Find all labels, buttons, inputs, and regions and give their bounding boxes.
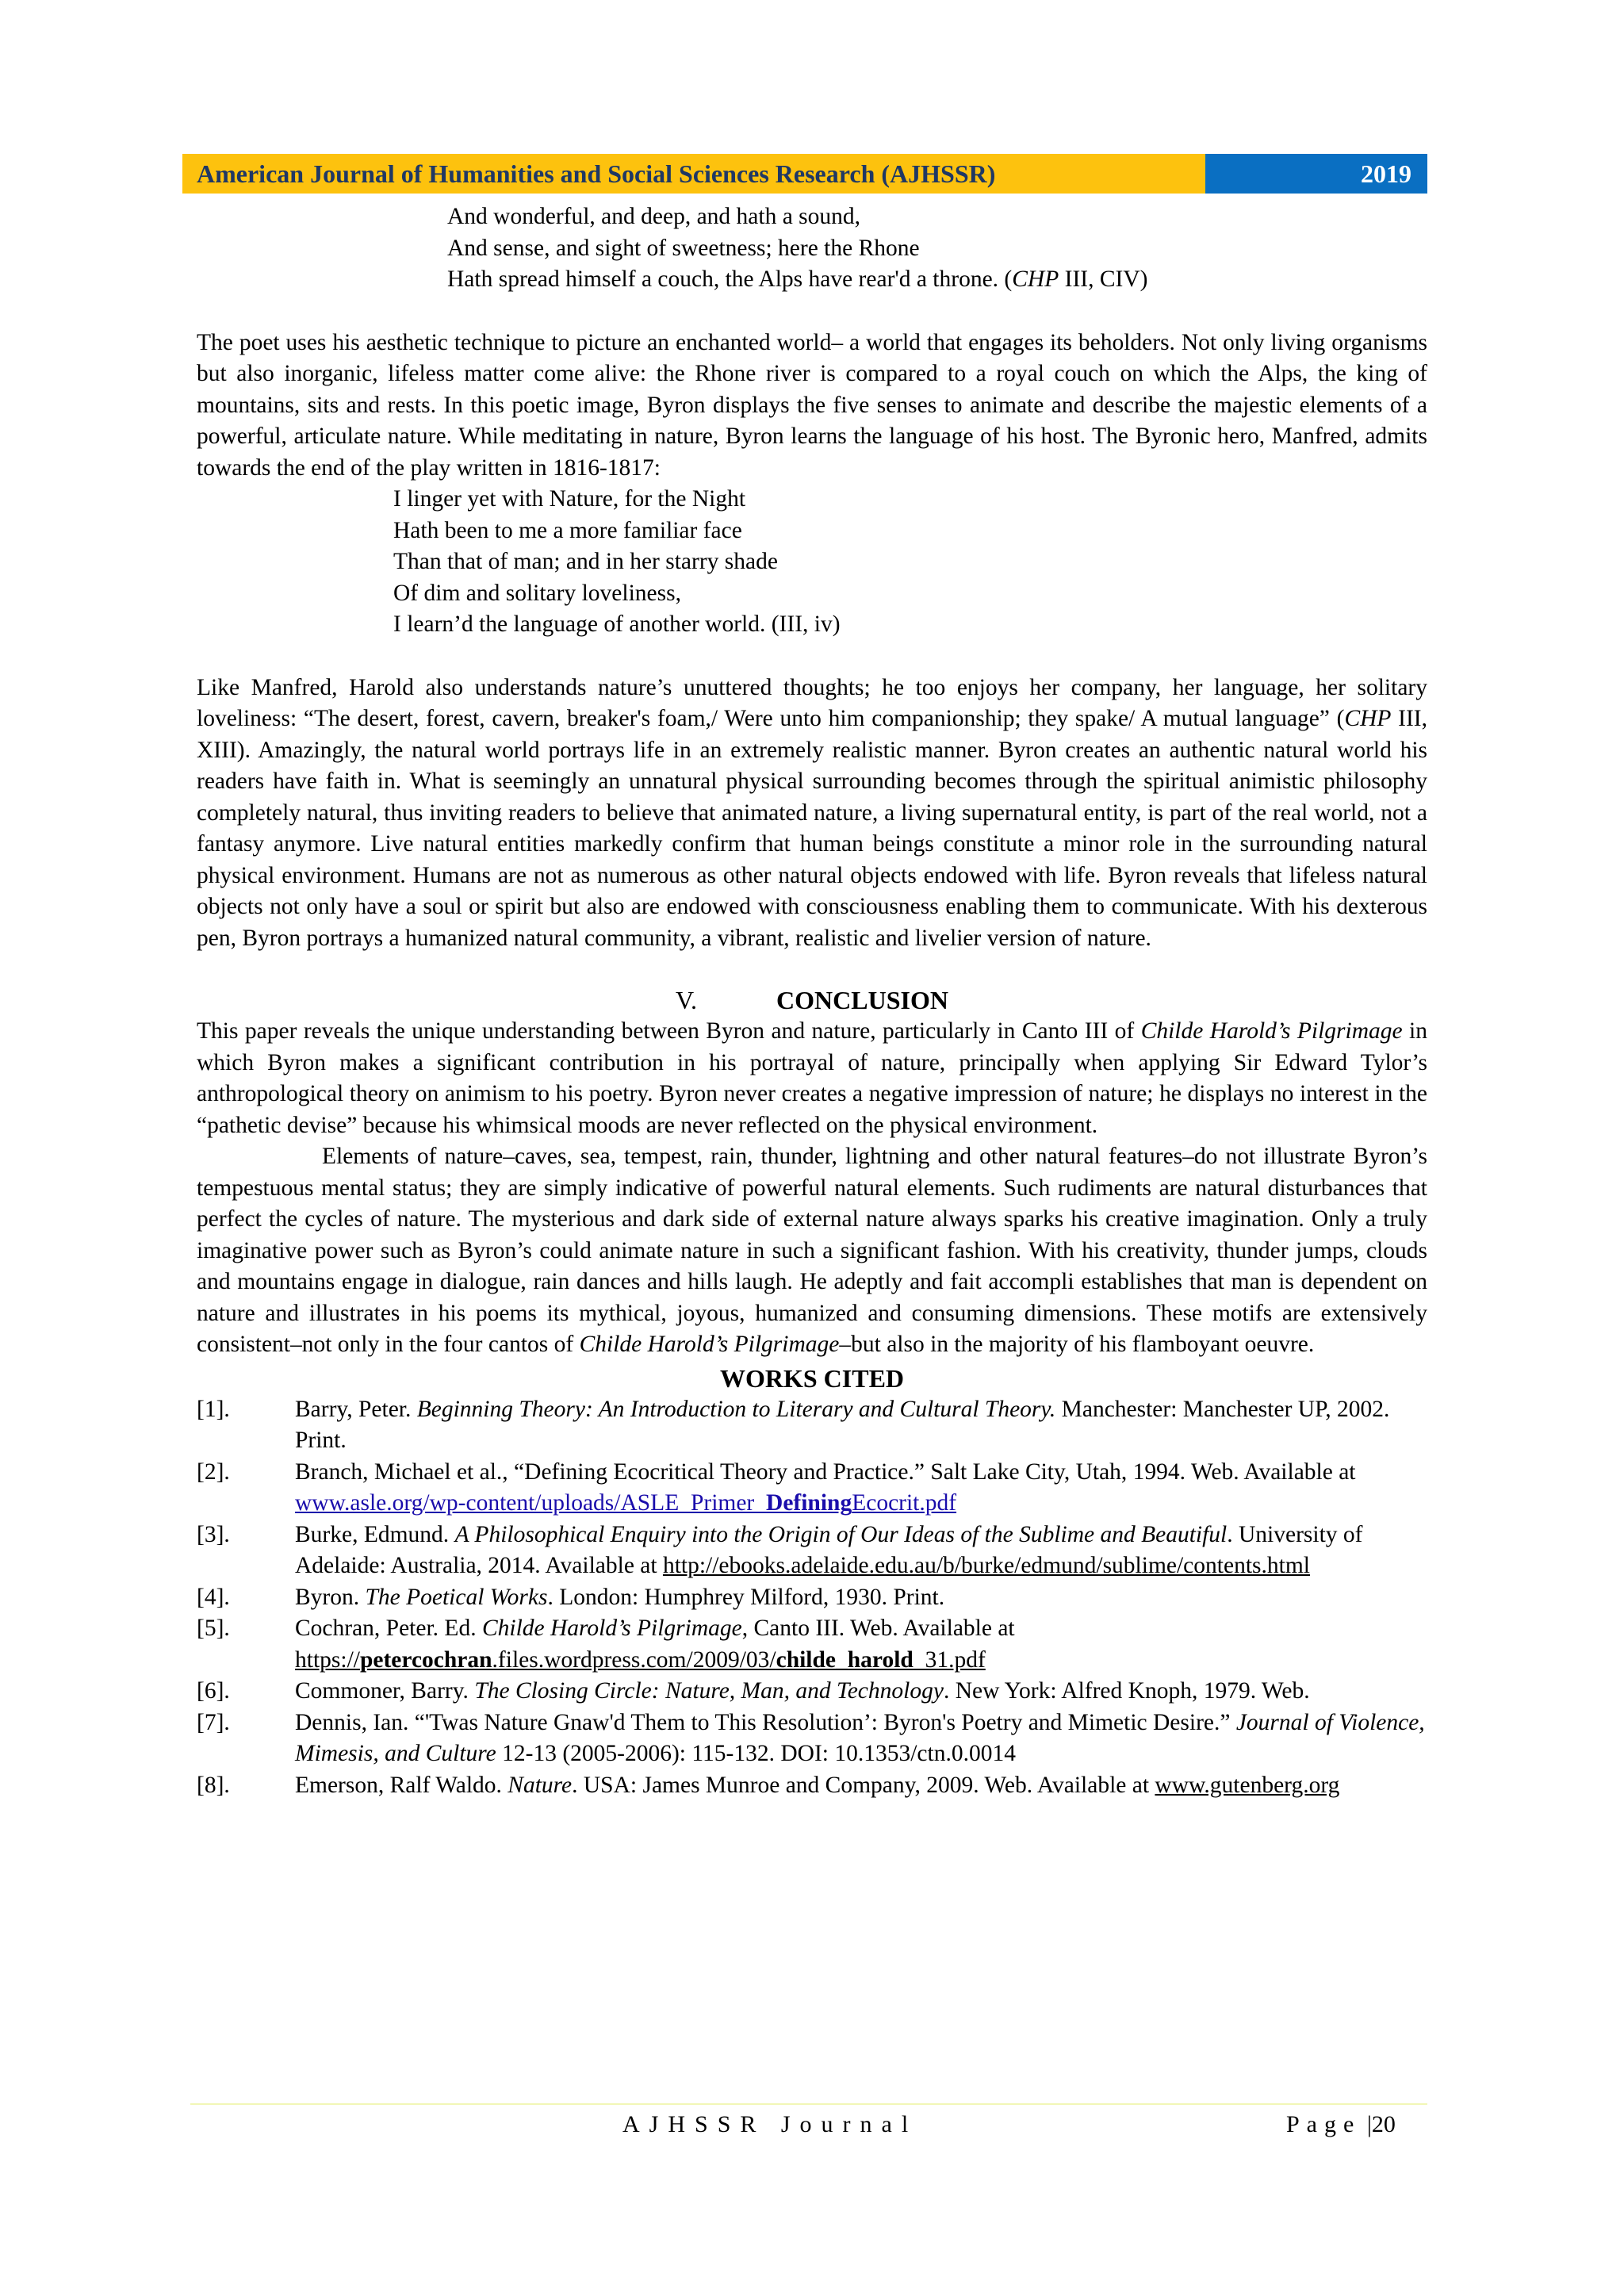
journal-header: [182, 154, 1427, 194]
verse-line: I linger yet with Nature, for the Night: [393, 486, 746, 512]
reference-number: [8].: [197, 1772, 230, 1798]
reference-number: [3].: [197, 1521, 230, 1547]
body-paragraph: Like Manfred, Harold also understands nature’s unuttered thoughts; he too enjoys her company, her language, her solitary loveliness: “The desert, forest, cavern, breaker's foam,/ Were unto him companionship; they spake/ A mutual language” (CHP III, XIII). Amazingly, the natural world portrays life in an extremely realistic manner. Byron creates an authentic natural world his readers have faith in. What is seemingly an unnatural physical surrounding becomes through the spiritual animistic philosophy completely natural, thus inviting readers to believe that animated nature, a living supernatural entity, is part of the real world, not a fantasy anymore. Live natural entities markedly confirm that human beings constitute a minor role in the surrounding natural physical environment. Humans are not as numerous as other natural objects endowed with life. Byron reveals that lifeless natural objects not only have a soul or spirit but also are endowed with consciousness enabling them to communicate. With his dexterous pen, Byron portrays a humanized natural community, a vibrant, realistic and livelier version of nature.: [197, 674, 1427, 951]
reference-item: [1]. Barry, Peter. Beginning Theory: An Introduction to Literary and Cultural Theory. Manchester: Manchester UP, 2002. Print.: [197, 1394, 1427, 1457]
verse-line: Hath been to me a more familiar face: [393, 517, 742, 543]
reference-number: [5].: [197, 1616, 230, 1641]
reference-link[interactable]: www.asle.org/wp-content/uploads/ASLE_Primer_DefiningEcocrit.pdf: [295, 1490, 957, 1516]
reference-number: [4].: [197, 1584, 230, 1610]
reference-item: [7]. Dennis, Ian. “'Twas Nature Gnaw'd Them to This Resolution’: Byron's Poetry and Mimetic Desire.” Journal of Violence, Mimesis, and Culture 12-13 (2005-2006): 115-132. DOI: 10.1353/ctn.0.0014: [197, 1708, 1427, 1770]
reference-number: [6].: [197, 1678, 230, 1704]
verse-line: Than that of man; and in her starry shade: [393, 549, 778, 574]
verse-line: I learn’d the language of another world. (III, iv): [393, 611, 841, 637]
works-cited-heading: WORKS CITED: [719, 1363, 905, 1393]
footer-page: Page |20: [1286, 2111, 1396, 2137]
reference-link[interactable]: www.gutenberg.org: [1155, 1772, 1340, 1798]
verse-line: And wonderful, and deep, and hath a sound,: [447, 204, 861, 229]
page-content: [197, 201, 1427, 1801]
body-paragraph: Elements of nature–caves, sea, tempest, rain, thunder, lightning and other natural features–do not illustrate Byron’s tempestuous mental status; they are simply indicative of powerful natural elements. Such rudiments are natural disturbances that perfect the cycles of nature. The mysterious and dark side of external nature always sparks his creative imagination. Only a truly imaginative power such as Byron’s could animate nature in such a significant fashion. With his creativity, thunder jumps, clouds and mountains engage in dialogue, rain dances and hills laugh. He adeptly and fait accompli establishes that man is dependent on nature and illustrates in his poems its mythical, joyous, humanized and consuming dimensions. These motifs are extensively consistent–not only in the four cantos of Childe Harold’s Pilgrimage–but also in the majority of his flamboyant oeuvre.: [197, 1144, 1427, 1357]
body-paragraph: The poet uses his aesthetic technique to picture an enchanted world– a world that engages its beholders. Not only living organisms but also inorganic, lifeless matter come alive: the Rhone river is compared to a royal couch on which the Alps, the king of mountains, sits and rests. In this poetic image, Byron displays the five senses to animate and describe the majestic elements of a powerful, articulate nature. While meditating in nature, Byron learns the language of his host. The Byronic hero, Manfred, admits towards the end of the play written in 1816-1817:: [197, 329, 1427, 481]
section-title: CONCLUSION: [776, 986, 948, 1014]
reference-item: [6]. Commoner, Barry. The Closing Circle: Nature, Man, and Technology. New York: Alfred Knoph, 1979. Web.: [197, 1676, 1427, 1708]
reference-item: [5]. Cochran, Peter. Ed. Childe Harold’s Pilgrimage, Canto III. Web. Available at https://petercochran.files.wordpress.com/2009/03/childe_harold_31.pdf: [197, 1613, 1427, 1676]
reference-item: [4]. Byron. The Poetical Works. London: Humphrey Milford, 1930. Print.: [197, 1582, 1427, 1614]
journal-title: American Journal of Humanities and Social Sciences Research (AJHSSR): [182, 154, 1205, 194]
reference-number: [1].: [197, 1396, 230, 1422]
journal-year: 2019: [1205, 154, 1427, 194]
reference-number: [2].: [197, 1458, 230, 1485]
reference-number: [7].: [197, 1709, 230, 1735]
reference-link[interactable]: https://petercochran.files.wordpress.com/2009/03/childe_harold_31.pdf: [295, 1646, 986, 1673]
section-number: V.: [676, 986, 698, 1014]
verse-quote-chp: [197, 201, 1427, 296]
verse-line: Hath spread himself a couch, the Alps have rear'd a throne. (CHP III, CIV): [447, 266, 1148, 292]
verse-line: And sense, and sight of sweetness; here the Rhone: [447, 235, 920, 261]
reference-item: [2]. Branch, Michael et al., “Defining Ecocritical Theory and Practice.” Salt Lake City, Utah, 1994. Web. Available at www.asle.org/wp-content/uploads/ASLE_Primer_DefiningEcocrit.pdf: [197, 1457, 1427, 1520]
section-heading: [197, 984, 1427, 1016]
verse-quote-manfred: [197, 484, 1427, 641]
reference-item: [3]. Burke, Edmund. A Philosophical Enquiry into the Origin of Our Ideas of the Sublime and Beautiful. University of Adelaide: Australia, 2014. Available at http://ebooks.adelaide.edu.au/b/burke/edmund/sublime/contents.html: [197, 1520, 1427, 1582]
reference-link[interactable]: http://ebooks.adelaide.edu.au/b/burke/edmund/sublime/contents.html: [662, 1553, 1310, 1578]
verse-line: Of dim and solitary loveliness,: [393, 580, 681, 606]
footer-divider: [190, 2103, 1427, 2105]
body-paragraph: This paper reveals the unique understanding between Byron and nature, particularly in Canto III of Childe Harold’s Pilgrimage in which Byron makes a significant contribution in his portrayal of nature, principally when applying Sir Edward Tylor’s anthropological theory on animism to his poetry. Byron never creates a negative impression of nature; he displays no interest in the “pathetic devise” because his whimsical moods are never reflected on the physical environment.: [197, 1018, 1427, 1138]
footer-journal: AJHSSR Journal: [622, 2111, 918, 2137]
reference-item: [8]. Emerson, Ralf Waldo. Nature. USA: James Munroe and Company, 2009. Web. Available at www.gutenberg.org: [197, 1770, 1427, 1802]
